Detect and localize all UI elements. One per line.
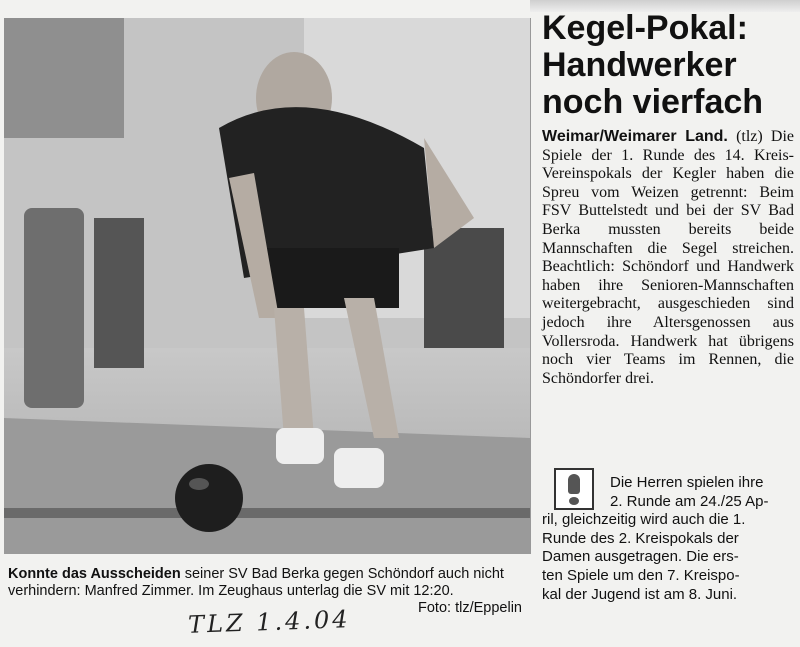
article-body <box>542 128 794 388</box>
info-line: kal der Jugend ist am 8. Juni. <box>542 585 738 603</box>
caption-text: seiner SV Bad Berka gegen Schöndorf auch nicht verhindern: Manfred Zimmer. Im Zeughaus unterlag die SV mit 12:20. <box>8 566 504 599</box>
info-line: ten Spiele um den 7. Kreispo- <box>542 566 740 584</box>
handwritten-date-note: TLZ 1.4.04 <box>187 605 352 639</box>
info-line: Die Herren spielen ihre <box>610 474 764 491</box>
headline-line-2: Handwerker <box>542 46 737 84</box>
headline-line-3: noch vierfach <box>542 83 764 121</box>
article-source: (tlz) <box>736 128 763 145</box>
info-line: Runde des 2. Kreispokals der <box>542 529 739 547</box>
headline <box>542 10 798 121</box>
info-line: Damen ausgetragen. Die ers- <box>542 548 739 566</box>
info-line: ril, gleichzeitig wird auch die 1. <box>542 511 746 529</box>
info-line: 2. Runde am 24./25 Ap- <box>610 492 769 510</box>
photo-credit: Foto: tlz/Eppelin <box>418 600 522 616</box>
caption-lead: Konnte das Ausscheiden <box>8 566 181 582</box>
bowling-photo <box>4 18 531 554</box>
article-text: Die Spiele der 1. Runde des 14. Kreis-Vereinspokals der Kegler haben die Spreu vom Weizen getrennt: Beim FSV Buttelstedt und bei der SV Bad Berka mussten bereits beide Mannschaften die Segel streichen. Beachtlich: Schöndorf und Handwerk haben ihre Senioren-Mannschaften weitergebracht, ausgeschieden sind jedoch ihre Altersgenossen aus Vollersroda. Handwerk hat übrigens noch vier Teams im Rennen, die Schöndorfer drei. <box>542 128 795 387</box>
photo-caption <box>8 566 528 616</box>
info-box <box>542 474 796 604</box>
dateline: Weimar/Weimarer Land. <box>542 128 728 145</box>
headline-line-1: Kegel-Pokal: <box>542 9 748 47</box>
